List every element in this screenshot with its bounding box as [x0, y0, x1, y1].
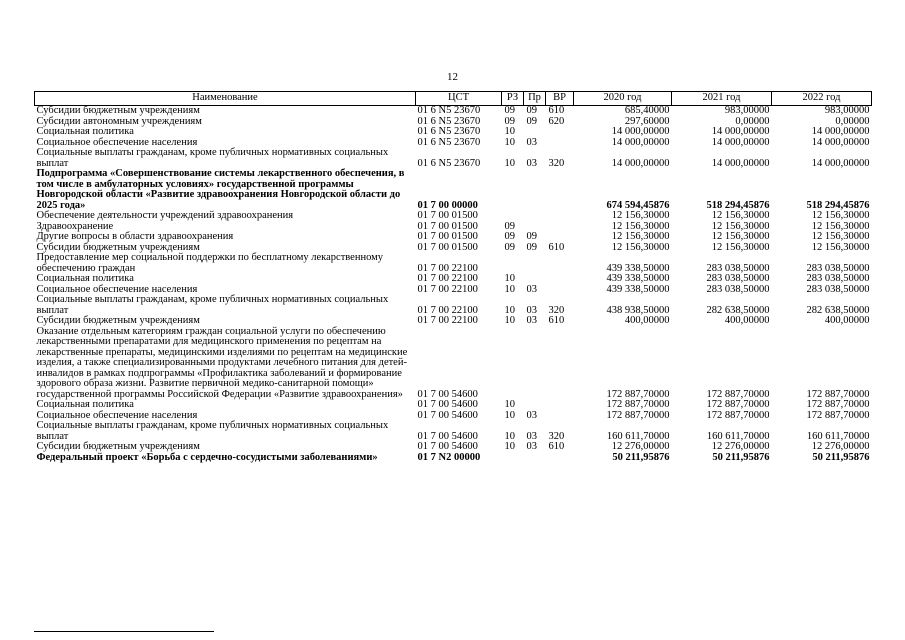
- row-rz: 10: [504, 399, 515, 410]
- table-row: [35, 127, 872, 138]
- row-amount-2022: 282 638,50000: [806, 304, 870, 316]
- row-vr: [546, 127, 574, 138]
- row-amount-2022: 12 156,30000: [811, 241, 870, 253]
- row-amount-2022: 283 038,50000: [806, 262, 870, 274]
- table-row: [35, 211, 872, 222]
- row-amount-2020: 12 156,30000: [611, 231, 670, 242]
- row-name: Социальная политика: [36, 399, 134, 410]
- row-vr: 320: [548, 304, 565, 316]
- row-amount-2021: 12 276,00000: [711, 441, 770, 452]
- header-2022: 2022 год: [772, 92, 872, 106]
- row-pr: 09: [526, 231, 537, 242]
- row-name: Социальное обеспечение населения: [36, 136, 198, 148]
- row-amount-2022: 983,00000: [824, 105, 870, 116]
- row-amount-2021: 14 000,00000: [711, 157, 770, 169]
- row-cst: 01 7 N2 00000: [417, 451, 481, 463]
- row-rz: 10: [504, 441, 515, 452]
- row-vr: [546, 274, 574, 285]
- row-pr: 09: [526, 115, 537, 127]
- row-amount-2021: 14 000,00000: [711, 136, 770, 148]
- row-amount-2022: 12 156,30000: [811, 231, 870, 242]
- row-rz: [502, 253, 524, 274]
- row-pr: [524, 211, 546, 222]
- row-cst: 01 7 00 54600: [417, 441, 478, 452]
- row-name: Социальная политика: [36, 273, 134, 284]
- row-pr: [524, 169, 546, 211]
- row-name: Федеральный проект «Борьба с сердечно-сосудистыми заболеваниями»: [36, 451, 378, 463]
- row-amount-2020: 160 611,70000: [606, 430, 670, 442]
- row-amount-2022: 12 156,30000: [811, 220, 870, 232]
- row-rz: 10: [504, 409, 515, 421]
- row-pr: 03: [526, 409, 537, 421]
- row-pr: [524, 327, 546, 401]
- row-amount-2022: 283 038,50000: [806, 273, 870, 284]
- row-amount-2020: 12 156,30000: [611, 241, 670, 253]
- row-pr: 03: [526, 283, 537, 295]
- row-amount-2020: 12 276,00000: [611, 441, 670, 452]
- row-amount-2022: 283 038,50000: [806, 283, 870, 295]
- row-amount-2021: 12 156,30000: [711, 241, 770, 253]
- row-cst: 01 7 00 22100: [417, 283, 478, 295]
- row-cst: 01 6 N5 23670: [417, 126, 481, 137]
- row-amount-2022: 0,00000: [835, 115, 870, 127]
- row-amount-2021: 12 156,30000: [711, 210, 770, 221]
- row-amount-2021: 172 887,70000: [706, 399, 770, 410]
- row-amount-2022: 50 211,95876: [812, 451, 870, 463]
- row-pr: [524, 400, 546, 411]
- row-pr: [524, 253, 546, 274]
- row-rz: 10: [504, 126, 515, 137]
- row-cst: 01 7 00 54600: [417, 388, 478, 400]
- table-row: [35, 253, 872, 274]
- row-amount-2020: 297,60000: [624, 115, 670, 127]
- table-row: [35, 148, 872, 169]
- row-name: Субсидии бюджетным учреждениям: [36, 105, 200, 116]
- row-name: Социальные выплаты гражданам, кроме публичных нормативных социальных выплат: [36, 147, 389, 169]
- row-amount-2022: 400,00000: [824, 315, 870, 326]
- row-amount-2020: 439 338,50000: [606, 283, 670, 295]
- row-name: Обеспечение деятельности учреждений здравоохранения: [36, 210, 294, 221]
- table-row: [35, 442, 872, 453]
- row-name: Другие вопросы в области здравоохранения: [36, 231, 234, 242]
- row-cst: 01 7 00 01500: [417, 220, 478, 232]
- row-vr: 610: [548, 315, 565, 326]
- row-pr: 03: [526, 157, 537, 169]
- row-name: Субсидии автономным учреждениям: [36, 115, 202, 127]
- table-header-row: [35, 92, 872, 106]
- row-amount-2022: 14 000,00000: [811, 157, 870, 169]
- row-vr: 620: [548, 115, 565, 127]
- row-name: Субсидии бюджетным учреждениям: [36, 241, 200, 253]
- row-amount-2022: 172 887,70000: [806, 409, 870, 421]
- row-rz: 09: [504, 105, 515, 116]
- row-amount-2020: 12 156,30000: [611, 220, 670, 232]
- header-rz: РЗ: [502, 92, 524, 106]
- table-row: [35, 453, 872, 464]
- row-cst: 01 7 00 22100: [417, 315, 478, 326]
- row-rz: 10: [504, 273, 515, 284]
- row-amount-2020: 172 887,70000: [606, 399, 670, 410]
- row-rz: 10: [504, 315, 515, 326]
- budget-table: [34, 91, 872, 463]
- header-pr: Пр: [524, 92, 546, 106]
- row-vr: [546, 211, 574, 222]
- row-amount-2022: 518 294,45876: [806, 199, 870, 211]
- row-vr: 610: [548, 241, 565, 253]
- row-vr: [546, 400, 574, 411]
- row-amount-2022: 12 156,30000: [811, 210, 870, 221]
- row-amount-2021: 283 038,50000: [706, 262, 770, 274]
- row-rz: 10: [504, 283, 515, 295]
- row-amount-2021: 14 000,00000: [711, 126, 770, 137]
- row-cst: 01 7 00 00000: [417, 199, 478, 211]
- row-rz: [502, 211, 524, 222]
- table-row: [35, 169, 872, 211]
- row-amount-2020: 14 000,00000: [611, 157, 670, 169]
- header-2020: 2020 год: [574, 92, 672, 106]
- page-number: 12: [447, 71, 458, 83]
- row-vr: [546, 138, 574, 149]
- row-vr: [546, 327, 574, 401]
- row-pr: 03: [526, 430, 537, 442]
- row-amount-2020: 14 000,00000: [611, 126, 670, 137]
- row-cst: 01 7 00 01500: [417, 241, 478, 253]
- row-amount-2021: 160 611,70000: [706, 430, 770, 442]
- row-vr: 320: [548, 157, 565, 169]
- row-cst: 01 7 00 54600: [417, 409, 478, 421]
- row-amount-2020: 172 887,70000: [606, 409, 670, 421]
- row-amount-2020: 685,40000: [624, 105, 670, 116]
- row-amount-2021: 172 887,70000: [706, 409, 770, 421]
- row-amount-2020: 439 338,50000: [606, 273, 670, 284]
- header-cst: ЦСТ: [416, 92, 502, 106]
- row-name: Социальные выплаты гражданам, кроме публичных нормативных социальных выплат: [36, 420, 389, 442]
- row-name: Предоставление мер социальной поддержки по бесплатному лекарственному обеспечению граждан: [36, 252, 384, 274]
- row-amount-2021: 400,00000: [724, 315, 770, 326]
- table-row: [35, 295, 872, 316]
- row-vr: [546, 453, 574, 464]
- row-rz: [502, 169, 524, 211]
- row-name: Социальное обеспечение населения: [36, 283, 198, 295]
- row-pr: 03: [526, 304, 537, 316]
- row-rz: 10: [504, 157, 515, 169]
- row-name: Социальная политика: [36, 126, 134, 137]
- row-amount-2020: 172 887,70000: [606, 388, 670, 400]
- row-cst: 01 7 00 22100: [417, 273, 478, 284]
- row-pr: 03: [526, 315, 537, 326]
- row-name: Оказание отдельным категориям граждан социальной услуги по обеспечению лекарственными препаратами для медицинского применения по рецептам на лекарственные препараты, медицинскими изделиями по рецептам на медицинские изделия, а также специализированными продуктами лечебного питания для детей-инвалидов в рамках подпрограммы «Профилактика заболеваний и формирование здорового образа жизни. Развитие первичной медико-санитарной помощи» государственной программы Российской Федерации «Развитие здравоохранения»: [36, 325, 408, 400]
- row-amount-2021: 172 887,70000: [706, 388, 770, 400]
- row-rz: 09: [504, 115, 515, 127]
- row-amount-2022: 14 000,00000: [811, 136, 870, 148]
- row-cst: 01 7 00 22100: [417, 262, 478, 274]
- row-vr: 610: [548, 441, 565, 452]
- row-rz: [502, 327, 524, 401]
- row-amount-2021: 283 038,50000: [706, 283, 770, 295]
- row-amount-2021: 282 638,50000: [706, 304, 770, 316]
- row-amount-2021: 12 156,30000: [711, 231, 770, 242]
- header-2021: 2021 год: [672, 92, 772, 106]
- table-row: [35, 316, 872, 327]
- row-pr: 09: [526, 241, 537, 253]
- table-row: [35, 327, 872, 401]
- row-cst: 01 6 N5 23670: [417, 105, 481, 116]
- row-name: Здравоохранение: [36, 220, 114, 232]
- row-cst: 01 6 N5 23670: [417, 157, 481, 169]
- row-pr: [524, 127, 546, 138]
- table-row: [35, 421, 872, 442]
- row-name: Социальное обеспечение населения: [36, 409, 198, 421]
- row-amount-2020: 439 338,50000: [606, 262, 670, 274]
- row-vr: 610: [548, 105, 565, 116]
- row-amount-2021: 283 038,50000: [706, 273, 770, 284]
- row-amount-2022: 172 887,70000: [806, 399, 870, 410]
- row-amount-2020: 14 000,00000: [611, 136, 670, 148]
- row-amount-2021: 518 294,45876: [706, 199, 770, 211]
- table-row: [35, 106, 872, 117]
- row-amount-2022: 172 887,70000: [806, 388, 870, 400]
- table-body: [35, 106, 872, 464]
- row-rz: [502, 453, 524, 464]
- row-amount-2020: 12 156,30000: [611, 210, 670, 221]
- row-amount-2022: 12 276,00000: [811, 441, 870, 452]
- row-vr: [546, 222, 574, 233]
- row-rz: 10: [504, 430, 515, 442]
- row-amount-2022: 160 611,70000: [806, 430, 870, 442]
- row-amount-2021: 12 156,30000: [711, 220, 770, 232]
- row-pr: 03: [526, 441, 537, 452]
- row-vr: [546, 169, 574, 211]
- row-rz: 09: [504, 231, 515, 242]
- footnote-separator: [34, 631, 214, 632]
- row-name: Субсидии бюджетным учреждениям: [36, 441, 200, 452]
- row-amount-2020: 50 211,95876: [612, 451, 670, 463]
- row-cst: 01 7 00 01500: [417, 210, 478, 221]
- row-cst: 01 6 N5 23670: [417, 136, 481, 148]
- row-rz: 10: [504, 304, 515, 316]
- row-name: Подпрограмма «Совершенствование системы лекарственного обеспечения, в том числе в амбулаторных условиях» государственной программы Новгородской области «Развитие здравоохранения Новгородской области до 2025 года»: [36, 168, 405, 211]
- row-pr: 09: [526, 105, 537, 116]
- row-pr: 03: [526, 136, 537, 148]
- row-pr: [524, 453, 546, 464]
- row-vr: [546, 411, 574, 422]
- table-row: [35, 274, 872, 285]
- row-rz: 09: [504, 220, 515, 232]
- row-rz: 10: [504, 136, 515, 148]
- table-row: [35, 232, 872, 243]
- row-pr: [524, 274, 546, 285]
- row-vr: [546, 232, 574, 243]
- row-cst: 01 7 00 01500: [417, 231, 478, 242]
- row-vr: [546, 285, 574, 296]
- row-name: Субсидии бюджетным учреждениям: [36, 315, 200, 326]
- header-name: Наименование: [35, 92, 416, 106]
- row-amount-2020: 438 938,50000: [606, 304, 670, 316]
- row-amount-2022: 14 000,00000: [811, 126, 870, 137]
- row-vr: 320: [548, 430, 565, 442]
- table-row: [35, 400, 872, 411]
- row-amount-2021: 0,00000: [735, 115, 770, 127]
- row-vr: [546, 253, 574, 274]
- row-cst: 01 6 N5 23670: [417, 115, 481, 127]
- row-rz: 09: [504, 241, 515, 253]
- row-cst: 01 7 00 22100: [417, 304, 478, 316]
- row-amount-2020: 400,00000: [624, 315, 670, 326]
- row-cst: 01 7 00 54600: [417, 399, 478, 410]
- row-amount-2021: 983,00000: [724, 105, 770, 116]
- row-amount-2021: 50 211,95876: [712, 451, 770, 463]
- row-amount-2020: 674 594,45876: [606, 199, 670, 211]
- row-cst: 01 7 00 54600: [417, 430, 478, 442]
- row-name: Социальные выплаты гражданам, кроме публичных нормативных социальных выплат: [36, 294, 389, 316]
- header-vr: ВР: [546, 92, 574, 106]
